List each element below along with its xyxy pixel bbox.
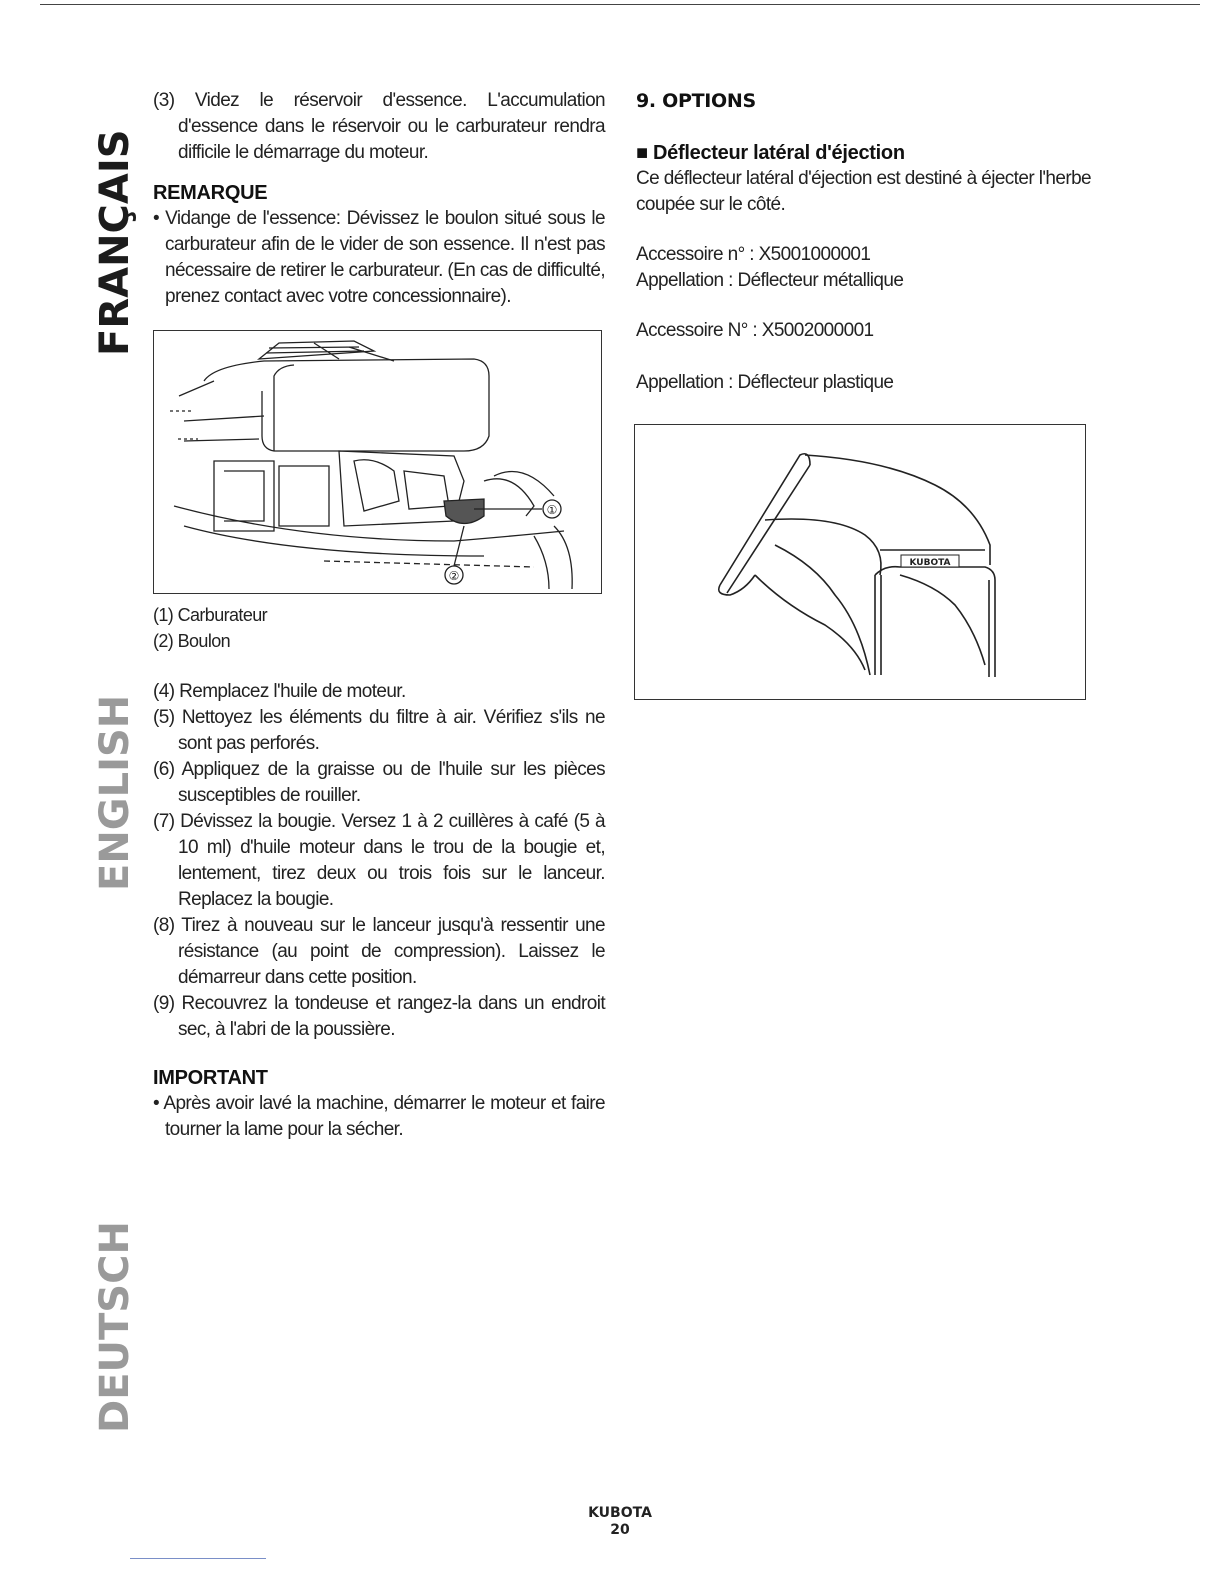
tab-francais[interactable]: FRANÇAIS — [92, 129, 138, 356]
tab-english[interactable]: ENGLISH — [92, 694, 138, 891]
deflector-description: Ce déflecteur latéral d'éjection est destiné à éjecter l'herbe coupée sur le côté. — [636, 168, 1091, 215]
left-column — [153, 88, 605, 310]
step-3: (3) Videz le réservoir d'essence. L'accumulation d'essence dans le réservoir ou le carburateur rendra difficile le démarrage du moteur. — [153, 90, 605, 163]
options-heading: 9. OPTIONS — [636, 90, 756, 112]
caption-carburateur: (1) Carburateur — [153, 605, 268, 625]
footer-brand: KUBOTA — [588, 1505, 652, 1521]
deflector-logo-text: KUBOTA — [909, 558, 951, 568]
step-8: (8) Tirez à nouveau sur le lanceur jusqu'à ressentir une résistance (au point de compression). Laissez le démarreur dans cette position. — [153, 915, 605, 988]
step-5: (5) Nettoyez les éléments du filtre à air. Vérifiez s'ils ne sont pas perforés. — [153, 707, 605, 754]
step-6: (6) Appliquez de la graisse ou de l'huile sur les pièces susceptibles de rouiller. — [153, 759, 605, 806]
accessory-2-number: Accessoire N° : X5002000001 — [636, 320, 874, 341]
step-4: (4) Remplacez l'huile de moteur. — [153, 681, 406, 702]
callout-1-label: ① — [546, 503, 558, 517]
caption-boulon: (2) Boulon — [153, 631, 231, 651]
top-rule — [40, 4, 1200, 5]
accessory-2-name: Appellation : Déflecteur plastique — [636, 372, 894, 393]
remarque-text: • Vidange de l'essence: Dévissez le boulon situé sous le carburateur afin de le vider de son essence. Il n'est pas nécessaire de retirer le carburateur. (En cas de difficulté, prenez contact avec votre concessionnaire). — [153, 208, 605, 307]
carburetor-figure — [153, 330, 602, 594]
deflector-subheading: ■ Déflecteur latéral d'éjection — [636, 142, 905, 164]
step-7: (7) Dévissez la bougie. Versez 1 à 2 cuillères à café (5 à 10 ml) d'huile moteur dans le trou de la bougie et, lentement, tirez deux ou trois fois sur le lanceur. Replacez la bougie. — [153, 811, 605, 910]
page-number: 20 — [610, 1522, 630, 1538]
deflector-figure — [634, 424, 1086, 700]
deflector-drawing — [635, 425, 1086, 700]
tab-deutsch[interactable]: DEUTSCH — [92, 1221, 138, 1434]
important-text: • Après avoir lavé la machine, démarrer le moteur et faire tourner la lame pour la sécher. — [153, 1093, 605, 1140]
page-footer — [560, 1505, 680, 1539]
steps-list — [153, 679, 605, 1143]
right-column — [636, 88, 1091, 396]
step-9: (9) Recouvrez la tondeuse et rangez-la dans un endroit sec, à l'abri de la poussière. — [153, 993, 605, 1040]
callout-2-label: ② — [448, 569, 460, 583]
important-heading: IMPORTANT — [153, 1067, 268, 1089]
accessory-1-name: Appellation : Déflecteur métallique — [636, 270, 904, 291]
bottom-rule — [130, 1558, 266, 1559]
accessory-1-number: Accessoire n° : X5001000001 — [636, 244, 871, 265]
figure-caption — [153, 602, 605, 654]
carburetor-drawing — [154, 331, 602, 594]
remarque-heading: REMARQUE — [153, 182, 268, 204]
